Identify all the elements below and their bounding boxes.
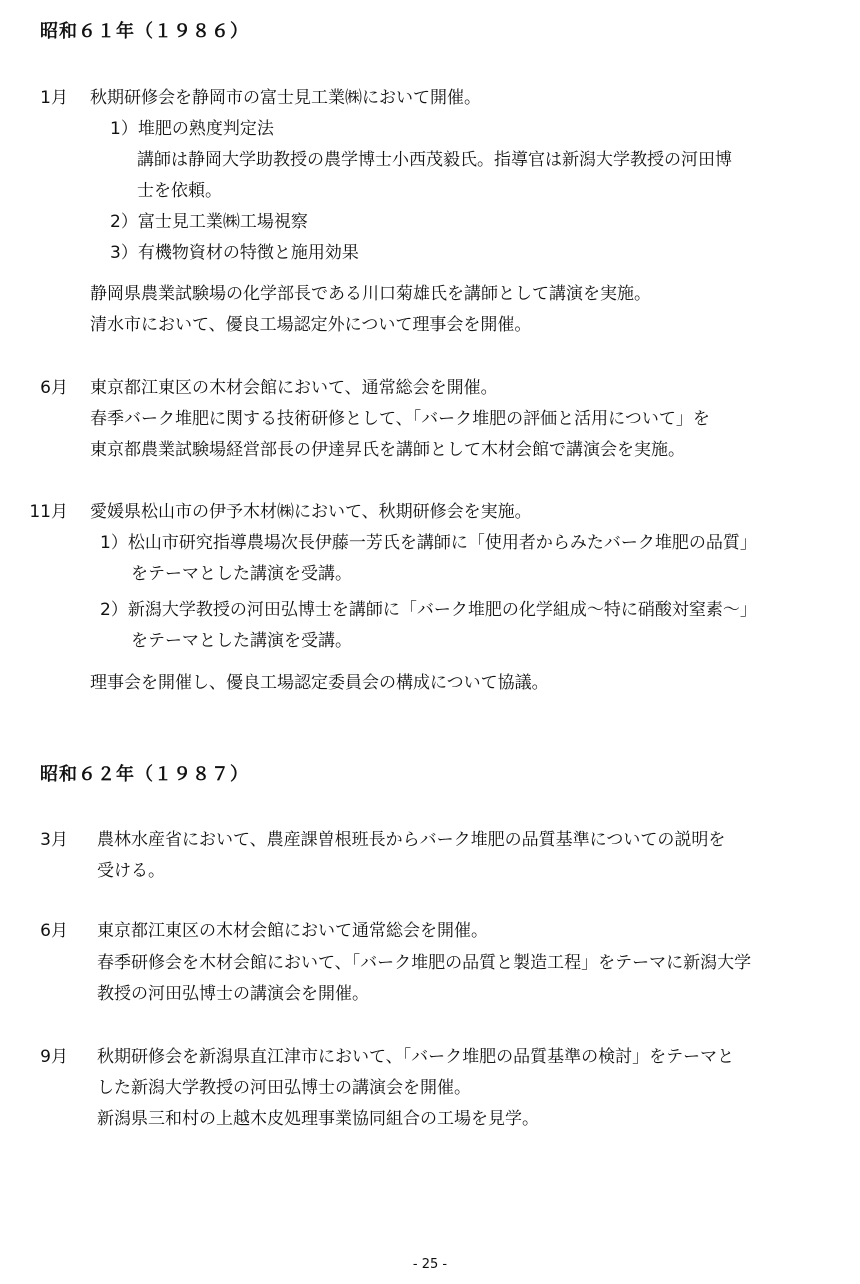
section-heading-1987: 昭和６２年（１９８７） — [40, 764, 249, 785]
entry-month: 11月 — [29, 502, 68, 522]
entry-line: 秋期研修会を新潟県直江津市において、「バーク堆肥の品質基準の検討」をテーマと — [97, 1047, 735, 1067]
entry-month: 6月 — [40, 378, 68, 398]
entry-line: 愛媛県松山市の伊予木材㈱において、秋期研修会を実施。 — [90, 502, 532, 522]
section-heading-1986: 昭和６１年（１９８６） — [40, 21, 249, 42]
entry-month: 1月 — [40, 88, 68, 108]
entry-line: 清水市において、優良工場認定外について理事会を開催。 — [90, 315, 532, 335]
entry-month: 3月 — [40, 830, 68, 850]
entry-line: 東京都江東区の木材会館において通常総会を開催。 — [97, 921, 488, 941]
entry-line: 春季研修会を木材会館において、「バーク堆肥の品質と製造工程」をテーマに新潟大学 — [97, 953, 752, 973]
entry-line: 春季バーク堆肥に関する技術研修として、「バーク堆肥の評価と活用について」を — [90, 409, 710, 429]
entry-line: 2）新潟大学教授の河田弘博士を講師に「バーク堆肥の化学組成〜特に硝酸対窒素〜」 — [100, 600, 757, 620]
entry-line: 静岡県農業試験場の化学部長である川口菊雄氏を講師として講演を実施。 — [90, 284, 651, 304]
entry-line: 理事会を開催し、優良工場認定委員会の構成について協議。 — [90, 673, 549, 693]
entry-line: をテーマとした講演を受講。 — [131, 631, 352, 651]
entry-month: 9月 — [40, 1047, 68, 1067]
entry-month: 6月 — [40, 921, 68, 941]
entry-line: 東京都農業試験場経営部長の伊達昇氏を講師として木材会館で講演会を実施。 — [90, 440, 685, 460]
entry-line: 2）富士見工業㈱工場視察 — [110, 212, 308, 232]
entry-line: 3）有機物資材の特徴と施用効果 — [110, 243, 359, 263]
entry-line: した新潟大学教授の河田弘博士の講演会を開催。 — [97, 1078, 471, 1098]
page-number: - 25 - — [412, 1257, 448, 1272]
entry-line: 農林水産省において、農産課曽根班長からバーク堆肥の品質基準についての説明を — [97, 830, 726, 850]
entry-line: 秋期研修会を静岡市の富士見工業㈱において開催。 — [90, 88, 481, 108]
entry-line: 新潟県三和村の上越木皮処理事業協同組合の工場を見学。 — [97, 1109, 539, 1129]
entry-line: 東京都江東区の木材会館において、通常総会を開催。 — [90, 378, 498, 398]
entry-line: 1）松山市研究指導農場次長伊藤一芳氏を講師に「使用者からみたバーク堆肥の品質」 — [100, 533, 757, 553]
entry-line: をテーマとした講演を受講。 — [131, 564, 352, 584]
entry-line: 講師は静岡大学助教授の農学博士小西茂毅氏。指導官は新潟大学教授の河田博 — [137, 150, 732, 170]
entry-line: 受ける。 — [97, 861, 165, 881]
entry-line: 教授の河田弘博士の講演会を開催。 — [97, 984, 369, 1004]
entry-line: 1）堆肥の熟度判定法 — [110, 119, 274, 139]
entry-line: 士を依頼。 — [137, 181, 222, 201]
